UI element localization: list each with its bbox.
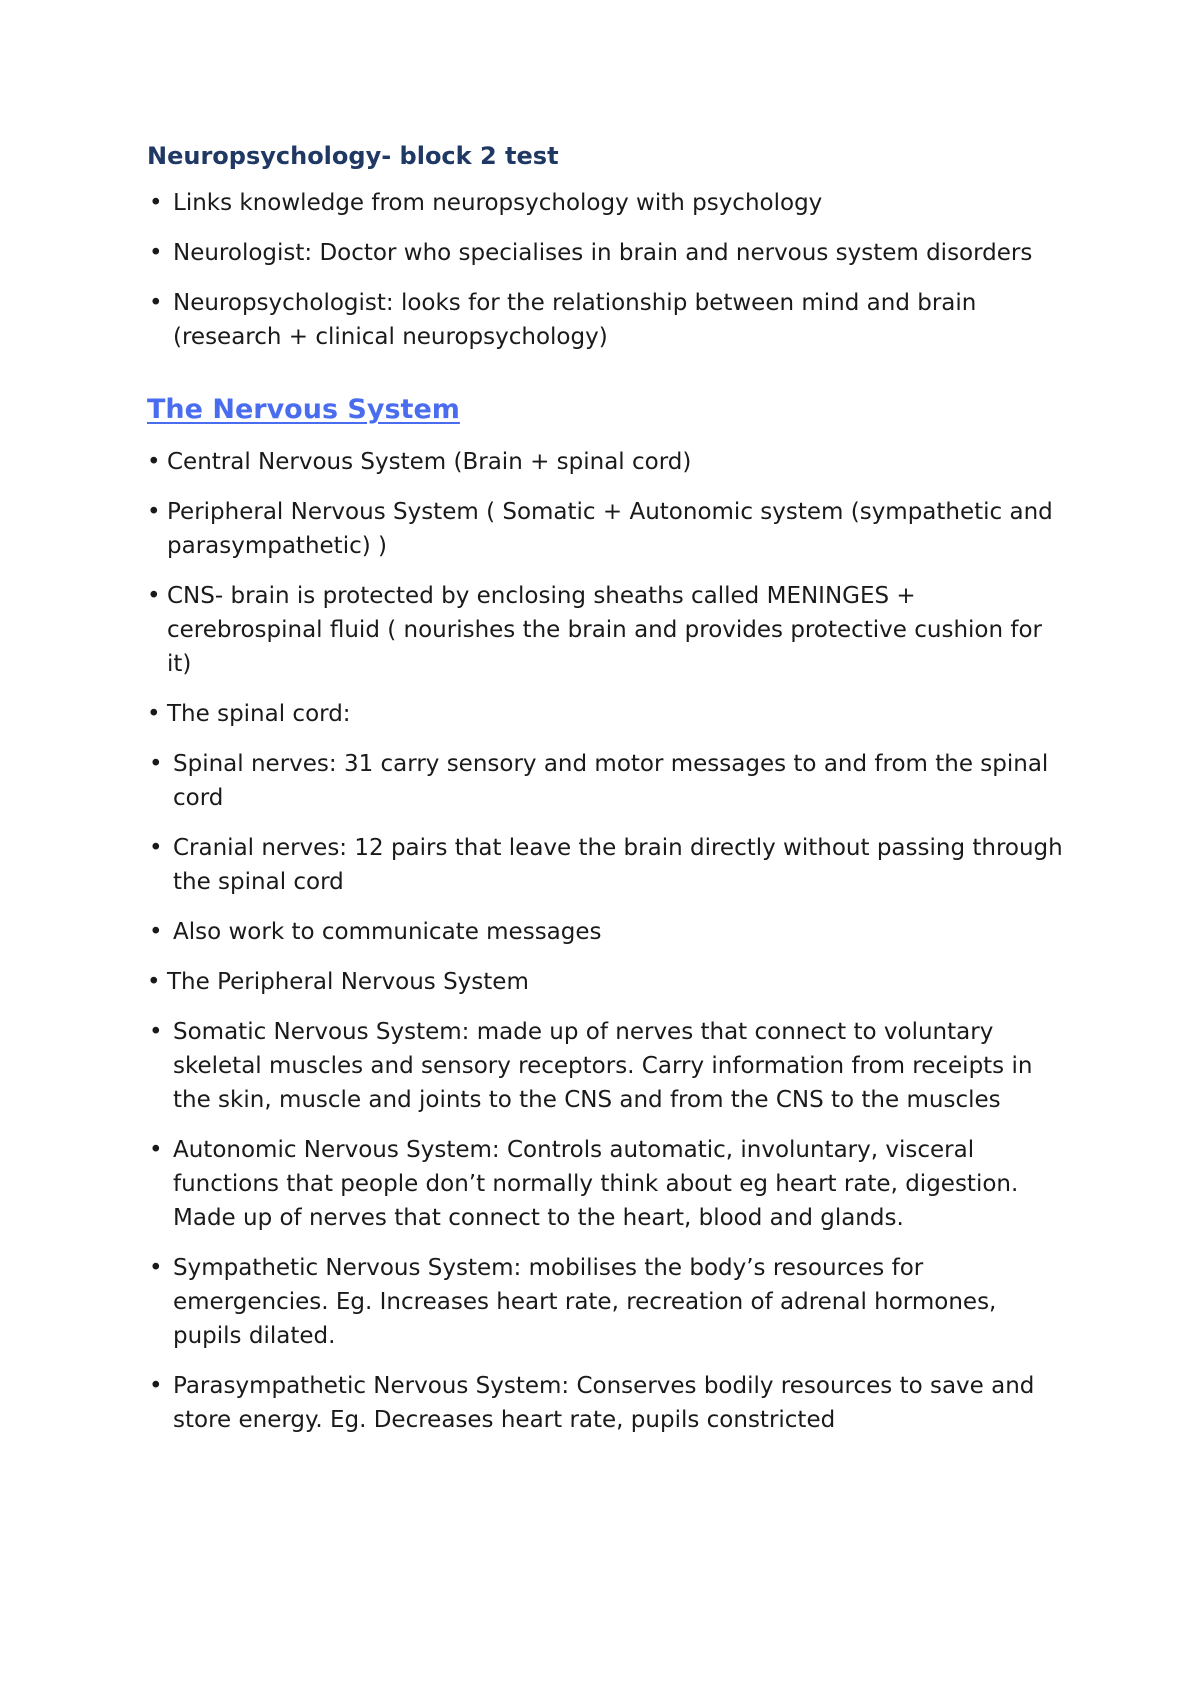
list-item <box>147 579 1067 681</box>
bullet-icon: • <box>147 582 161 609</box>
list-item <box>147 697 1067 731</box>
bullet-icon: • <box>149 1254 163 1281</box>
bullet-icon: • <box>149 918 163 945</box>
document-page <box>147 140 1067 1453</box>
list-item-text: Autonomic Nervous System: Controls automatic, involuntary, visceral functions that people don’t normally think about eg heart rate, digestion. Made up of nerves that connect to the heart, blood and glands. <box>173 1136 1019 1231</box>
list-item <box>147 915 1067 949</box>
list-item-text: Parasympathetic Nervous System: Conserves bodily resources to save and store energy. Eg. Decreases heart rate, pupils constricted <box>173 1372 1035 1433</box>
bullet-icon: • <box>147 968 161 995</box>
nervous-system-list-1 <box>147 445 1067 731</box>
list-item <box>147 236 1067 270</box>
list-item-text: Spinal nerves: 31 carry sensory and motor messages to and from the spinal cord <box>173 750 1049 811</box>
list-item-text: Neuropsychologist: looks for the relationship between mind and brain (research + clinical neuropsychology) <box>173 290 977 351</box>
list-item-text: CNS- brain is protected by enclosing sheaths called MENINGES + cerebrospinal fluid ( nourishes the brain and provides protective cushion for it) <box>167 582 1042 677</box>
section-heading-nervous-system: The Nervous System <box>147 394 460 426</box>
list-item-text: Links knowledge from neuropsychology with psychology <box>173 190 823 217</box>
bullet-icon: • <box>149 1372 163 1399</box>
list-item <box>147 1015 1067 1117</box>
bullet-icon: • <box>147 448 161 475</box>
bullet-icon: • <box>149 1018 163 1045</box>
nervous-system-list-4 <box>147 1015 1067 1437</box>
bullet-icon: • <box>149 240 163 267</box>
list-item-text: Cranial nerves: 12 pairs that leave the brain directly without passing through the spinal cord <box>173 834 1063 895</box>
document-title: Neuropsychology- block 2 test <box>147 142 559 170</box>
bullet-icon: • <box>149 834 163 861</box>
bullet-icon: • <box>149 1136 163 1163</box>
list-item-text: Somatic Nervous System: made up of nerves that connect to voluntary skeletal muscles and sensory receptors. Carry information from receipts in the skin, muscle and joints to the CNS and from the CNS to the muscles <box>173 1018 1033 1113</box>
list-item-text: Also work to communicate messages <box>173 918 602 945</box>
list-item-text: The Peripheral Nervous System <box>167 968 529 995</box>
list-item <box>147 747 1067 815</box>
bullet-icon: • <box>149 750 163 777</box>
list-item <box>147 186 1067 220</box>
bullet-icon: • <box>149 190 163 217</box>
list-item-text: Peripheral Nervous System ( Somatic + Autonomic system (sympathetic and parasympathetic) ) <box>167 498 1053 559</box>
list-item <box>147 445 1067 479</box>
list-item-text: Neurologist: Doctor who specialises in brain and nervous system disorders <box>173 240 1033 267</box>
bullet-icon: • <box>147 498 161 525</box>
bullet-icon: • <box>149 290 163 317</box>
nervous-system-list-3 <box>147 965 1067 999</box>
list-item-text: The spinal cord: <box>167 700 351 727</box>
list-item <box>147 1251 1067 1353</box>
list-item-text: Central Nervous System (Brain + spinal cord) <box>167 448 692 475</box>
list-item <box>147 1133 1067 1235</box>
bullet-icon: • <box>147 700 161 727</box>
list-item <box>147 286 1067 354</box>
list-item <box>147 495 1067 563</box>
list-item <box>147 831 1067 899</box>
nervous-system-list-2 <box>147 747 1067 949</box>
intro-list <box>147 186 1067 354</box>
list-item <box>147 1369 1067 1437</box>
list-item <box>147 965 1067 999</box>
list-item-text: Sympathetic Nervous System: mobilises the body’s resources for emergencies. Eg. Increases heart rate, recreation of adrenal hormones, pupils dilated. <box>173 1254 997 1349</box>
